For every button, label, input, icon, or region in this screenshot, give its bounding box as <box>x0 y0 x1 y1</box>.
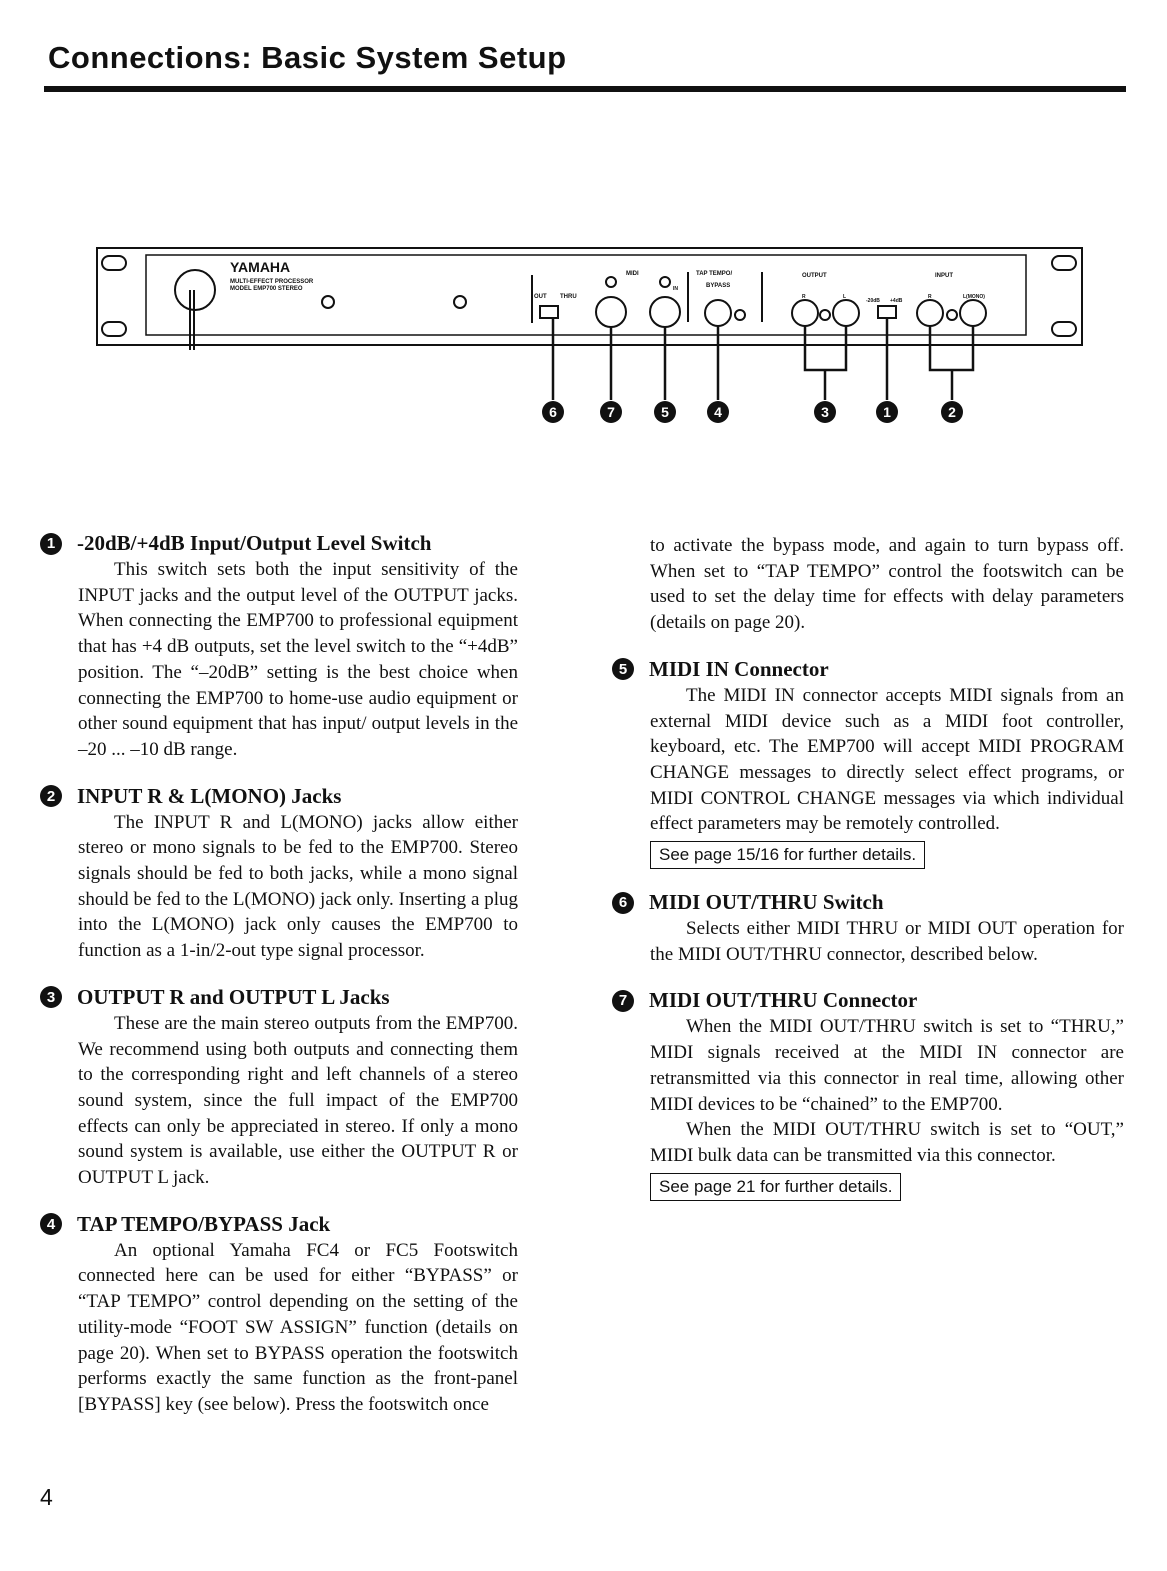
rack-hole-icon <box>102 256 126 270</box>
output-r-jack <box>792 300 818 326</box>
section-text: When the MIDI OUT/THRU switch is set to “OUT,” MIDI bulk data can be transmitted via this connector. <box>650 1119 1124 1166</box>
thru-label: THRU <box>560 294 577 300</box>
input-l-mono-jack <box>960 300 986 326</box>
continuation-text: to activate the bypass mode, and again to turn bypass off. When set to “TAP TEMPO” control the footswitch can be used to set the delay time for effects with delay parameters (details on page 20). <box>650 535 1124 634</box>
callout-1 <box>876 401 898 423</box>
number-badge: 1 <box>40 533 62 555</box>
midi-out-thru-switch <box>540 306 558 318</box>
callout-2 <box>941 401 963 423</box>
l-label: L <box>843 294 847 300</box>
callout-6 <box>542 401 564 423</box>
see-page-reference: See page 21 for further details. <box>650 1173 901 1201</box>
rack-hole-icon <box>1052 256 1076 270</box>
svg-text:6: 6 <box>549 404 557 420</box>
brand-logo: YAMAHA <box>230 259 291 275</box>
lmono-label: L(MONO) <box>963 294 985 300</box>
bypass-label: BYPASS <box>706 283 731 289</box>
midi-label: MIDI <box>626 271 639 277</box>
svg-text:7: 7 <box>607 404 615 420</box>
page-title: Connections: Basic System Setup <box>48 40 567 75</box>
section-midi-in <box>612 656 1124 869</box>
section-heading: MIDI IN Connector <box>649 656 829 681</box>
section-text: Selects either MIDI THRU or MIDI OUT operation for the MIDI OUT/THRU connector, described below. <box>650 918 1124 965</box>
rear-panel-diagram <box>90 240 1090 440</box>
section-heading: -20dB/+4dB Input/Output Level Switch <box>77 531 432 555</box>
section-text: The INPUT R and L(MONO) jacks allow either stereo or mono signals to be fed to the EMP700. Stereo signals should be fed to both jacks, while a mono signal should be fed to the L(MONO) jack only. Inserting a plug into the L(MONO) jack only causes the EMP700 to function as a 1-in/2-out type signal processor. <box>78 811 518 962</box>
number-badge: 7 <box>612 990 634 1012</box>
number-badge: 5 <box>612 658 634 680</box>
section-heading: MIDI OUT/THRU Switch <box>649 890 884 915</box>
left-column <box>40 530 518 1438</box>
section-heading: OUTPUT R and OUTPUT L Jacks <box>77 984 390 1009</box>
midi-in-connector <box>650 297 680 327</box>
section-text: This switch sets both the input sensitivity of the INPUT jacks and the output level of the OUTPUT jacks. When connecting the EMP700 to professional equipment that has +4 dB outputs, set the level switch to the “+4dB” position. The “–20dB” setting is the best choice when connecting the EMP700 to home-use audio equipment or other sound equipment that has input/ output levels in the –20 ... –10 dB range. <box>78 559 518 760</box>
svg-text:3: 3 <box>821 404 829 420</box>
level-switch <box>878 306 896 318</box>
section-tap-tempo-jack <box>40 1211 518 1418</box>
in-label: IN <box>673 286 678 292</box>
callout-3 <box>814 401 836 423</box>
section-midi-connector <box>612 987 1124 1200</box>
input-label: INPUT <box>935 273 953 279</box>
section-text: The MIDI IN connector accepts MIDI signals from an external MIDI device such as a MIDI foot controller, keyboard, etc. The EMP700 will accept MIDI PROGRAM CHANGE messages to directly select effect programs, or MIDI CONTROL CHANGE messages via which individual effect parameters may be remotely controlled. <box>650 684 1124 835</box>
screw-icon <box>322 296 334 308</box>
rack-hole-icon <box>102 322 126 336</box>
r-label: R <box>928 294 932 300</box>
screw-icon <box>454 296 466 308</box>
output-label: OUTPUT <box>802 273 827 279</box>
section-midi-switch <box>612 889 1124 967</box>
screw-icon <box>606 277 616 287</box>
see-page-reference: See page 15/16 for further details. <box>650 841 925 869</box>
section-text: An optional Yamaha FC4 or FC5 Footswitch connected here can be used for either “BYPASS” or “TAP TEMPO” control depending on the setting of the utility-mode “FOOT SW ASSIGN” function (details on page 20). When set to BYPASS operation the footswitch performs exactly the same function as the front-panel [BYPASS] key (see below). Press the footswitch once <box>78 1239 518 1415</box>
right-column <box>612 533 1124 1221</box>
tap-tempo-bypass-jack <box>705 300 731 326</box>
callout-4 <box>707 401 729 423</box>
minus20db-label: -20dB <box>866 298 880 304</box>
model-label: MULTI-EFFECT PROCESSOR <box>230 279 314 285</box>
tap-tempo-label: TAP TEMPO/ <box>696 271 733 277</box>
section-output-jacks <box>40 984 518 1191</box>
number-badge: 6 <box>612 892 634 914</box>
screw-icon <box>735 310 745 320</box>
rack-hole-icon <box>1052 322 1076 336</box>
number-badge: 3 <box>40 986 62 1008</box>
svg-text:5: 5 <box>661 404 669 420</box>
midi-out-thru-connector <box>596 297 626 327</box>
svg-text:4: 4 <box>714 404 722 420</box>
title-rule <box>44 86 1126 92</box>
section-heading: TAP TEMPO/BYPASS Jack <box>77 1211 331 1236</box>
section-heading: INPUT R & L(MONO) Jacks <box>77 783 342 808</box>
callouts <box>542 401 963 423</box>
out-label: OUT <box>534 294 547 300</box>
section-text: These are the main stereo outputs from the EMP700. We recommend using both outputs and connecting them to the corresponding right and left channels of a stereo sound system, since the full impact of the EMP700 effects can only be appreciated in stereo. If only a mono sound system is available, use either the OUTPUT R or OUTPUT L jack. <box>78 1012 518 1189</box>
section-heading: MIDI OUT/THRU Connector <box>649 988 918 1013</box>
plus4db-label: +4dB <box>890 298 903 304</box>
input-r-jack <box>917 300 943 326</box>
model-label: MODEL EMP700 STEREO <box>230 286 303 292</box>
callout-7 <box>600 401 622 423</box>
output-l-jack <box>833 300 859 326</box>
screw-icon <box>820 310 830 320</box>
page-number: 4 <box>40 1484 53 1510</box>
screw-icon <box>660 277 670 287</box>
section-text: When the MIDI OUT/THRU switch is set to “THRU,” MIDI signals received at the MIDI IN connector are retransmitted via this connector in real time, allowing other MIDI devices to be “chained” to the EMP700. <box>650 1016 1124 1115</box>
callout-5 <box>654 401 676 423</box>
section-level-switch <box>40 530 518 763</box>
screw-icon <box>947 310 957 320</box>
r-label: R <box>802 294 806 300</box>
svg-text:2: 2 <box>948 404 956 420</box>
svg-text:1: 1 <box>883 404 891 420</box>
number-badge: 4 <box>40 1213 62 1235</box>
section-input-jacks <box>40 783 518 964</box>
number-badge: 2 <box>40 785 62 807</box>
